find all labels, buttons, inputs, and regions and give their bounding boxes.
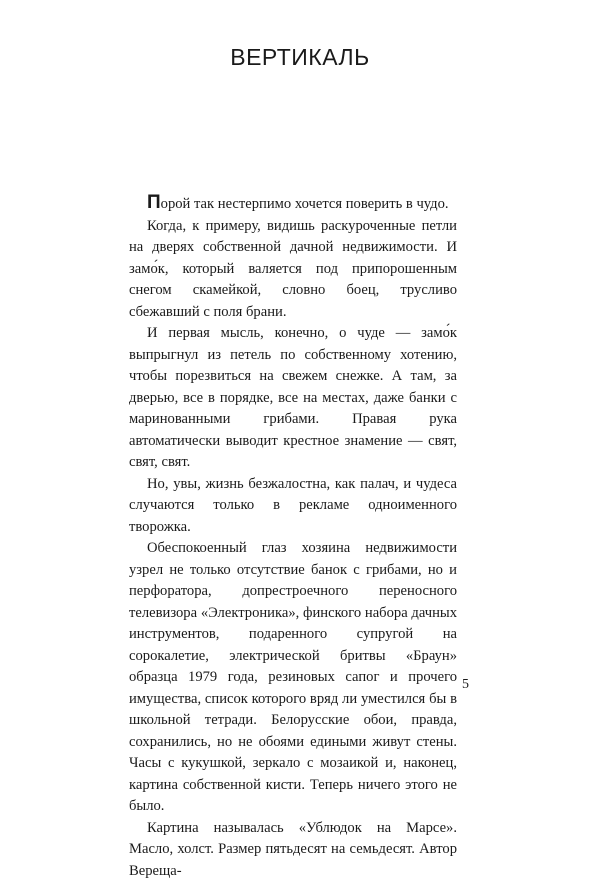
paragraph-text: орой так нестерпимо хочется поверить в чудо. <box>161 196 449 212</box>
paragraph-4 <box>129 474 457 539</box>
paragraph-text: Когда, к примеру, видишь раскуроченные петли на дверях собственной дачной недвижимости. И замо́к, который валяется под припорошенным снегом скамейкой, словно боец, трусливо сбежавший с поля брани. <box>129 218 457 320</box>
chapter-title: ВЕРТИКАЛЬ <box>0 44 600 71</box>
chapter-body <box>129 194 457 882</box>
paragraph-3 <box>129 323 457 474</box>
paragraph-text: Картина называлась «Ублюдок на Марсе». Масло, холст. Размер пятьдесят на семьдесят. Автор Вереща- <box>129 820 457 879</box>
paragraph-1 <box>129 194 457 216</box>
paragraph-2 <box>129 216 457 324</box>
paragraph-6 <box>129 818 457 882</box>
page-number: 5 <box>462 677 469 693</box>
drop-cap: П <box>147 192 161 213</box>
paragraph-5 <box>129 538 457 818</box>
paragraph-text: И первая мысль, конечно, о чуде — замо́к выпрыгнул из петель по собственному хотению, чтобы порезвиться на свежем снежке. А там, за дверью, все в порядке, все на местах, даже банки с маринованными грибами. Правая рука автоматически выводит крестное знамение — свят, свят, свят. <box>129 325 457 470</box>
paragraph-text: Обеспокоенный глаз хозяина недвижимости узрел не только отсутствие банок с грибами, но и перфоратора, допрестроечного переносного телевизора «Электроника», финского набора дачных инструментов, подаренного супругой на сорокалетие, электрической бритвы «Браун» образца 1979 года, резиновых сапог и прочего имущества, список которого вряд ли уместился бы в школьной тетради. Белорусские обои, правда, сохранились, но не обоями едиными живут стены. Часы с кукушкой, зеркало с мозаикой и, наконец, картина собственной кисти. Теперь ничего этого не было. <box>129 540 457 814</box>
paragraph-text: Но, увы, жизнь безжалостна, как палач, и чудеса случаются только в рекламе одноименного творожка. <box>129 476 457 535</box>
